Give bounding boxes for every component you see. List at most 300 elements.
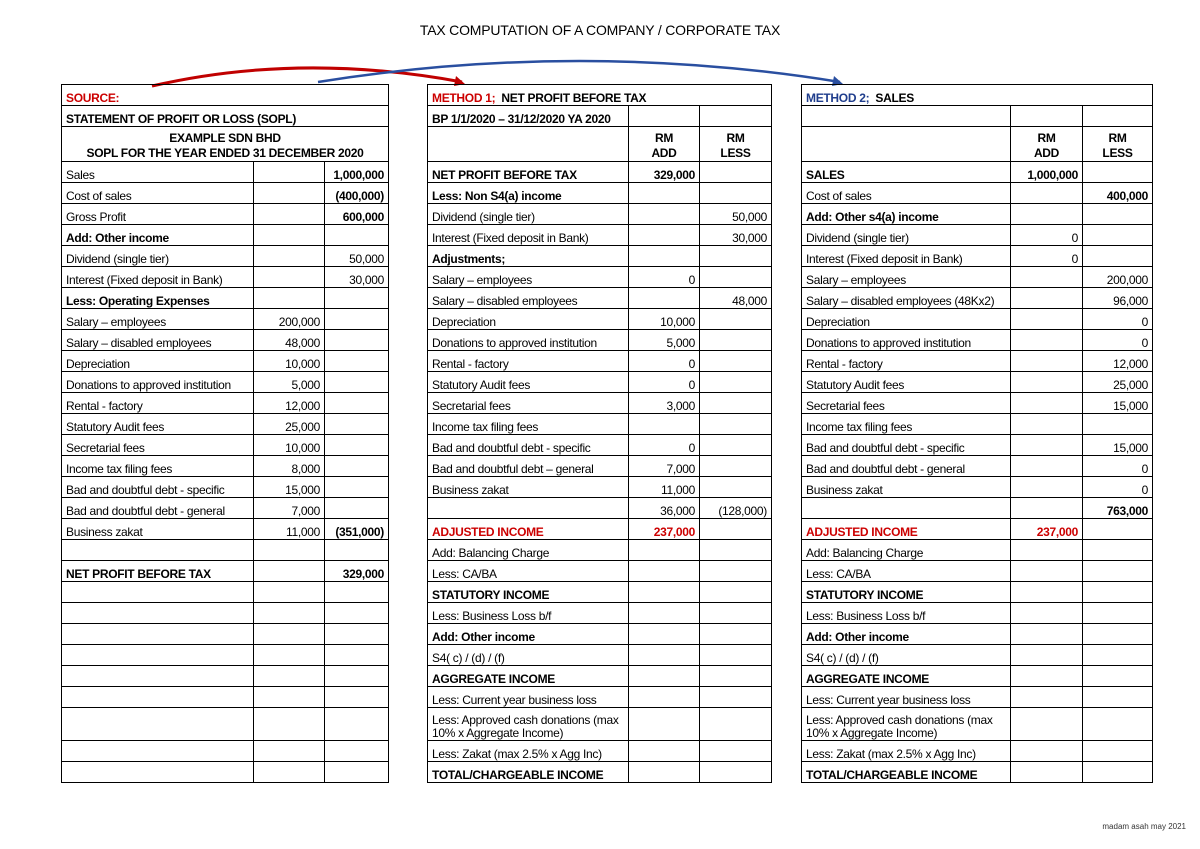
method1-row-less <box>700 267 772 288</box>
method2-row <box>802 666 1153 687</box>
method1-row-less <box>700 393 772 414</box>
source-row-label <box>62 624 254 645</box>
source-row-col2 <box>325 351 389 372</box>
method2-row-label: Add: Other income <box>802 624 1011 645</box>
source-row-col1 <box>254 183 325 204</box>
method1-period: BP 1/1/2020 – 31/12/2020 YA 2020 <box>428 106 629 127</box>
method1-row-less: (128,000) <box>700 498 772 519</box>
source-row <box>62 762 389 783</box>
method2-row <box>802 435 1153 456</box>
method1-row-label: Less: CA/BA <box>428 561 629 582</box>
method1-row <box>428 372 772 393</box>
method2-row-label <box>802 498 1011 519</box>
method1-row-label <box>428 498 629 519</box>
source-row <box>62 162 389 183</box>
method1-row-less <box>700 456 772 477</box>
method2-row-add <box>1011 456 1083 477</box>
method1-row-less <box>700 582 772 603</box>
source-row-col2 <box>325 708 389 741</box>
source-sopl-table <box>61 84 389 783</box>
method2-row <box>802 288 1153 309</box>
source-row-col2 <box>325 624 389 645</box>
method2-less-header: RM LESS <box>1083 127 1153 162</box>
method1-row <box>428 330 772 351</box>
method1-row <box>428 477 772 498</box>
source-row <box>62 267 389 288</box>
method2-row <box>802 519 1153 540</box>
method2-row-less <box>1083 762 1153 783</box>
source-row-label: Bad and doubtful debt - general <box>62 498 254 519</box>
method1-row-add: 237,000 <box>629 519 700 540</box>
source-row-label: Business zakat <box>62 519 254 540</box>
method1-row-label: Less: Business Loss b/f <box>428 603 629 624</box>
source-row <box>62 225 389 246</box>
method2-row <box>802 603 1153 624</box>
method1-add-header: RM ADD <box>629 127 700 162</box>
sopl-period: SOPL FOR THE YEAR ENDED 31 DECEMBER 2020 <box>86 146 364 160</box>
source-row-col1: 15,000 <box>254 477 325 498</box>
method2-row <box>802 645 1153 666</box>
method2-row-less <box>1083 582 1153 603</box>
method1-row-add <box>629 708 700 741</box>
method1-row <box>428 603 772 624</box>
method2-row-add <box>1011 288 1083 309</box>
method2-row-less <box>1083 519 1153 540</box>
source-row-col1: 10,000 <box>254 435 325 456</box>
method1-row-add <box>629 741 700 762</box>
method1-row-less <box>700 624 772 645</box>
method2-row-add <box>1011 498 1083 519</box>
source-row <box>62 498 389 519</box>
source-row-col1: 7,000 <box>254 498 325 519</box>
source-row-col2 <box>325 762 389 783</box>
method2-row-add: 0 <box>1011 225 1083 246</box>
source-row-label: Statutory Audit fees <box>62 414 254 435</box>
method1-row-label: Bad and doubtful debt – general <box>428 456 629 477</box>
source-row <box>62 603 389 624</box>
method2-row-add <box>1011 582 1083 603</box>
method2-row-add <box>1011 645 1083 666</box>
method2-row-label: Rental - factory <box>802 351 1011 372</box>
method1-row-less <box>700 603 772 624</box>
method2-row-less: 0 <box>1083 309 1153 330</box>
method2-row-less <box>1083 708 1153 741</box>
method2-row-label: Secretarial fees <box>802 393 1011 414</box>
source-row-label: Salary – employees <box>62 309 254 330</box>
source-row-col1 <box>254 204 325 225</box>
source-label: SOURCE: <box>62 85 389 106</box>
source-row-col1: 12,000 <box>254 393 325 414</box>
method1-row-add <box>629 645 700 666</box>
source-row-col2: 30,000 <box>325 267 389 288</box>
method2-row-label: Bad and doubtful debt - specific <box>802 435 1011 456</box>
company-name: EXAMPLE SDN BHD <box>169 131 281 145</box>
source-row-col1 <box>254 267 325 288</box>
source-row-col2 <box>325 603 389 624</box>
method2-row-less <box>1083 204 1153 225</box>
method2-table <box>801 84 1153 783</box>
method2-row <box>802 246 1153 267</box>
method2-row-label: TOTAL/CHARGEABLE INCOME <box>802 762 1011 783</box>
method2-row-label: Salary – disabled employees (48Kx2) <box>802 288 1011 309</box>
method1-row <box>428 225 772 246</box>
method1-row-add: 0 <box>629 351 700 372</box>
method2-row <box>802 477 1153 498</box>
method1-row <box>428 519 772 540</box>
method2-row-less <box>1083 645 1153 666</box>
method1-row-add <box>629 414 700 435</box>
source-row-col1: 10,000 <box>254 351 325 372</box>
method1-row-label: Income tax filing fees <box>428 414 629 435</box>
method2-row-add <box>1011 372 1083 393</box>
method2-row-label: Less: Current year business loss <box>802 687 1011 708</box>
source-row-label: Depreciation <box>62 351 254 372</box>
method1-row <box>428 645 772 666</box>
source-row-label: Gross Profit <box>62 204 254 225</box>
method1-row-add: 11,000 <box>629 477 700 498</box>
method1-less-header: RM LESS <box>700 127 772 162</box>
source-row-col2 <box>325 393 389 414</box>
method1-row-less <box>700 183 772 204</box>
source-row-col2: (351,000) <box>325 519 389 540</box>
method1-table <box>427 84 772 783</box>
source-row <box>62 456 389 477</box>
method1-row <box>428 204 772 225</box>
method1-row-add <box>629 561 700 582</box>
source-row-col1 <box>254 561 325 582</box>
method1-row <box>428 162 772 183</box>
source-row-col2 <box>325 540 389 561</box>
method2-row-add <box>1011 687 1083 708</box>
method1-row <box>428 309 772 330</box>
source-row <box>62 561 389 582</box>
source-row <box>62 288 389 309</box>
method1-label: METHOD 1; <box>432 91 496 105</box>
source-row-label <box>62 645 254 666</box>
method1-row <box>428 624 772 645</box>
method2-row-less <box>1083 414 1153 435</box>
source-row <box>62 519 389 540</box>
method1-row <box>428 708 772 741</box>
method1-row-add <box>629 603 700 624</box>
method1-row-add <box>629 540 700 561</box>
method2-row <box>802 309 1153 330</box>
method1-row-label: Less: Non S4(a) income <box>428 183 629 204</box>
method2-row-add <box>1011 183 1083 204</box>
method2-row-less: 200,000 <box>1083 267 1153 288</box>
method1-row-less <box>700 666 772 687</box>
method1-row-less: 50,000 <box>700 204 772 225</box>
method2-row-label: Less: Zakat (max 2.5% x Agg Inc) <box>802 741 1011 762</box>
method2-row <box>802 183 1153 204</box>
source-row-label: Bad and doubtful debt - specific <box>62 477 254 498</box>
method2-row-add <box>1011 393 1083 414</box>
method1-row <box>428 666 772 687</box>
method1-row-less <box>700 762 772 783</box>
source-row-col2 <box>325 498 389 519</box>
method1-row-add: 10,000 <box>629 309 700 330</box>
method2-row <box>802 393 1153 414</box>
source-row <box>62 330 389 351</box>
method1-row-less <box>700 246 772 267</box>
source-heading <box>62 127 389 162</box>
method1-row-label: Add: Balancing Charge <box>428 540 629 561</box>
method1-row <box>428 435 772 456</box>
method1-row-label: AGGREGATE INCOME <box>428 666 629 687</box>
method2-row-add <box>1011 603 1083 624</box>
source-row-col2: (400,000) <box>325 183 389 204</box>
method2-row-less <box>1083 162 1153 183</box>
method2-row <box>802 624 1153 645</box>
method2-row-less <box>1083 225 1153 246</box>
source-row-label: Interest (Fixed deposit in Bank) <box>62 267 254 288</box>
source-row-label <box>62 762 254 783</box>
method1-row <box>428 762 772 783</box>
method2-row-add <box>1011 477 1083 498</box>
method2-row-label: Dividend (single tier) <box>802 225 1011 246</box>
method1-row-add: 0 <box>629 435 700 456</box>
method2-row-label: Salary – employees <box>802 267 1011 288</box>
method2-row-add <box>1011 435 1083 456</box>
method2-row-label: Add: Balancing Charge <box>802 540 1011 561</box>
method2-row <box>802 540 1153 561</box>
method2-row-less: 0 <box>1083 456 1153 477</box>
method1-row-label: Dividend (single tier) <box>428 204 629 225</box>
source-row-col1: 11,000 <box>254 519 325 540</box>
method2-row-add <box>1011 309 1083 330</box>
method1-row-less <box>700 162 772 183</box>
source-row-label: NET PROFIT BEFORE TAX <box>62 561 254 582</box>
page-title: TAX COMPUTATION OF A COMPANY / CORPORATE TAX <box>419 22 781 38</box>
method1-row-add <box>629 204 700 225</box>
method2-add-header: RM ADD <box>1011 127 1083 162</box>
method2-row-less <box>1083 624 1153 645</box>
source-row-col1 <box>254 603 325 624</box>
method2-row <box>802 372 1153 393</box>
source-row <box>62 687 389 708</box>
method1-row-less <box>700 540 772 561</box>
method1-row-label: Salary – employees <box>428 267 629 288</box>
method2-row-less <box>1083 741 1153 762</box>
source-row-col2 <box>325 288 389 309</box>
source-row <box>62 414 389 435</box>
source-row-col1: 5,000 <box>254 372 325 393</box>
source-row-label: Sales <box>62 162 254 183</box>
source-row-col1 <box>254 708 325 741</box>
method2-row-label: Less: Approved cash donations (max 10% x Aggregate Income) <box>802 708 1011 741</box>
source-row <box>62 645 389 666</box>
method2-row-less <box>1083 561 1153 582</box>
source-row-label <box>62 708 254 741</box>
source-row-label: Rental - factory <box>62 393 254 414</box>
method1-row-add <box>629 624 700 645</box>
method2-row <box>802 162 1153 183</box>
method2-row-add <box>1011 741 1083 762</box>
source-row-col1 <box>254 162 325 183</box>
method2-row-add <box>1011 351 1083 372</box>
source-row-label: Dividend (single tier) <box>62 246 254 267</box>
source-row-label: Less: Operating Expenses <box>62 288 254 309</box>
method1-row-label: Depreciation <box>428 309 629 330</box>
source-row-col2 <box>325 687 389 708</box>
source-row <box>62 708 389 741</box>
method2-row <box>802 225 1153 246</box>
source-row-label <box>62 540 254 561</box>
method1-row-label: ADJUSTED INCOME <box>428 519 629 540</box>
method2-row-label: AGGREGATE INCOME <box>802 666 1011 687</box>
method2-row <box>802 414 1153 435</box>
method1-row <box>428 498 772 519</box>
source-row <box>62 540 389 561</box>
source-row-col1 <box>254 246 325 267</box>
method1-row <box>428 687 772 708</box>
source-row-label <box>62 666 254 687</box>
source-row-col2: 50,000 <box>325 246 389 267</box>
source-row <box>62 204 389 225</box>
method1-row-less <box>700 645 772 666</box>
source-row-label <box>62 603 254 624</box>
source-row-label: Income tax filing fees <box>62 456 254 477</box>
method1-row-less <box>700 351 772 372</box>
method1-row-less <box>700 330 772 351</box>
method2-row-less <box>1083 666 1153 687</box>
method2-row-less <box>1083 246 1153 267</box>
source-row-col2 <box>325 414 389 435</box>
source-row-col2 <box>325 477 389 498</box>
method1-row-add <box>629 246 700 267</box>
method1-row-add <box>629 288 700 309</box>
source-row-col1 <box>254 666 325 687</box>
method1-row <box>428 561 772 582</box>
method1-row-label: Less: Approved cash donations (max 10% x Aggregate Income) <box>428 708 629 741</box>
method1-row-less <box>700 519 772 540</box>
method2-row-label: SALES <box>802 162 1011 183</box>
method2-row-less <box>1083 603 1153 624</box>
method1-row <box>428 540 772 561</box>
source-row-col1: 25,000 <box>254 414 325 435</box>
source-row-col1 <box>254 288 325 309</box>
method2-title: SALES <box>875 91 914 105</box>
method2-row-less: 15,000 <box>1083 393 1153 414</box>
method1-row-less <box>700 561 772 582</box>
source-row-col2 <box>325 582 389 603</box>
method1-row-add <box>629 225 700 246</box>
method2-row <box>802 708 1153 741</box>
method2-row-label: Less: CA/BA <box>802 561 1011 582</box>
method2-label: METHOD 2; <box>806 91 870 105</box>
method2-row-label: Income tax filing fees <box>802 414 1011 435</box>
method2-row-less <box>1083 687 1153 708</box>
method1-row-add: 7,000 <box>629 456 700 477</box>
method1-row-add: 0 <box>629 267 700 288</box>
method1-row <box>428 246 772 267</box>
source-row-col2 <box>325 372 389 393</box>
method1-row-label: S4( c) / (d) / (f) <box>428 645 629 666</box>
method2-row-add <box>1011 414 1083 435</box>
method2-row-less <box>1083 540 1153 561</box>
method1-row-add: 329,000 <box>629 162 700 183</box>
method1-row-label: Add: Other income <box>428 624 629 645</box>
method2-row-label: Statutory Audit fees <box>802 372 1011 393</box>
method2-row-add <box>1011 666 1083 687</box>
method2-row-label: Less: Business Loss b/f <box>802 603 1011 624</box>
source-row-col1 <box>254 762 325 783</box>
method2-row-label: Donations to approved institution <box>802 330 1011 351</box>
method2-row-less: 0 <box>1083 330 1153 351</box>
method2-row-add <box>1011 561 1083 582</box>
method2-row <box>802 498 1153 519</box>
method1-row <box>428 456 772 477</box>
method1-row <box>428 414 772 435</box>
source-statement: STATEMENT OF PROFIT OR LOSS (SOPL) <box>62 106 389 127</box>
source-row <box>62 351 389 372</box>
method2-row <box>802 351 1153 372</box>
method1-row-less: 30,000 <box>700 225 772 246</box>
method2-row <box>802 762 1153 783</box>
method1-row-less <box>700 741 772 762</box>
method1-row <box>428 183 772 204</box>
method2-row-less: 25,000 <box>1083 372 1153 393</box>
source-row-label: Secretarial fees <box>62 435 254 456</box>
method1-row-label: Business zakat <box>428 477 629 498</box>
method2-heading <box>802 85 1153 106</box>
source-row-label <box>62 687 254 708</box>
method2-row-less: 15,000 <box>1083 435 1153 456</box>
source-row-col1 <box>254 645 325 666</box>
method2-row-less: 763,000 <box>1083 498 1153 519</box>
source-row-label: Salary – disabled employees <box>62 330 254 351</box>
source-row-label: Donations to approved institution <box>62 372 254 393</box>
method2-row-less: 96,000 <box>1083 288 1153 309</box>
method2-row-add <box>1011 624 1083 645</box>
method1-row-add <box>629 582 700 603</box>
method1-row-label: Rental - factory <box>428 351 629 372</box>
method2-row-add <box>1011 762 1083 783</box>
source-row-col1 <box>254 540 325 561</box>
method2-row-add: 0 <box>1011 246 1083 267</box>
method1-row-label: Donations to approved institution <box>428 330 629 351</box>
method2-row <box>802 582 1153 603</box>
method2-row <box>802 456 1153 477</box>
method1-row-less <box>700 435 772 456</box>
source-row <box>62 666 389 687</box>
source-row <box>62 624 389 645</box>
source-row-col1 <box>254 687 325 708</box>
method1-row-add: 5,000 <box>629 330 700 351</box>
method1-row <box>428 582 772 603</box>
source-row <box>62 477 389 498</box>
method1-row <box>428 741 772 762</box>
method1-row-label: Less: Current year business loss <box>428 687 629 708</box>
source-row-col2 <box>325 330 389 351</box>
method1-row-label: STATUTORY INCOME <box>428 582 629 603</box>
method2-row <box>802 561 1153 582</box>
method2-row-less: 0 <box>1083 477 1153 498</box>
method1-row-less: 48,000 <box>700 288 772 309</box>
method1-row <box>428 393 772 414</box>
method1-title: NET PROFIT BEFORE TAX <box>501 91 647 105</box>
source-row-col1 <box>254 624 325 645</box>
method2-row-label: S4( c) / (d) / (f) <box>802 645 1011 666</box>
method2-row-label: Add: Other s4(a) income <box>802 204 1011 225</box>
method1-row-add: 36,000 <box>629 498 700 519</box>
method2-row-label: Bad and doubtful debt - general <box>802 456 1011 477</box>
method2-row-label: ADJUSTED INCOME <box>802 519 1011 540</box>
footer-credit: madam asah may 2021 <box>1102 822 1186 831</box>
method2-row-label: Interest (Fixed deposit in Bank) <box>802 246 1011 267</box>
method1-row-add <box>629 762 700 783</box>
method1-row-label: TOTAL/CHARGEABLE INCOME <box>428 762 629 783</box>
